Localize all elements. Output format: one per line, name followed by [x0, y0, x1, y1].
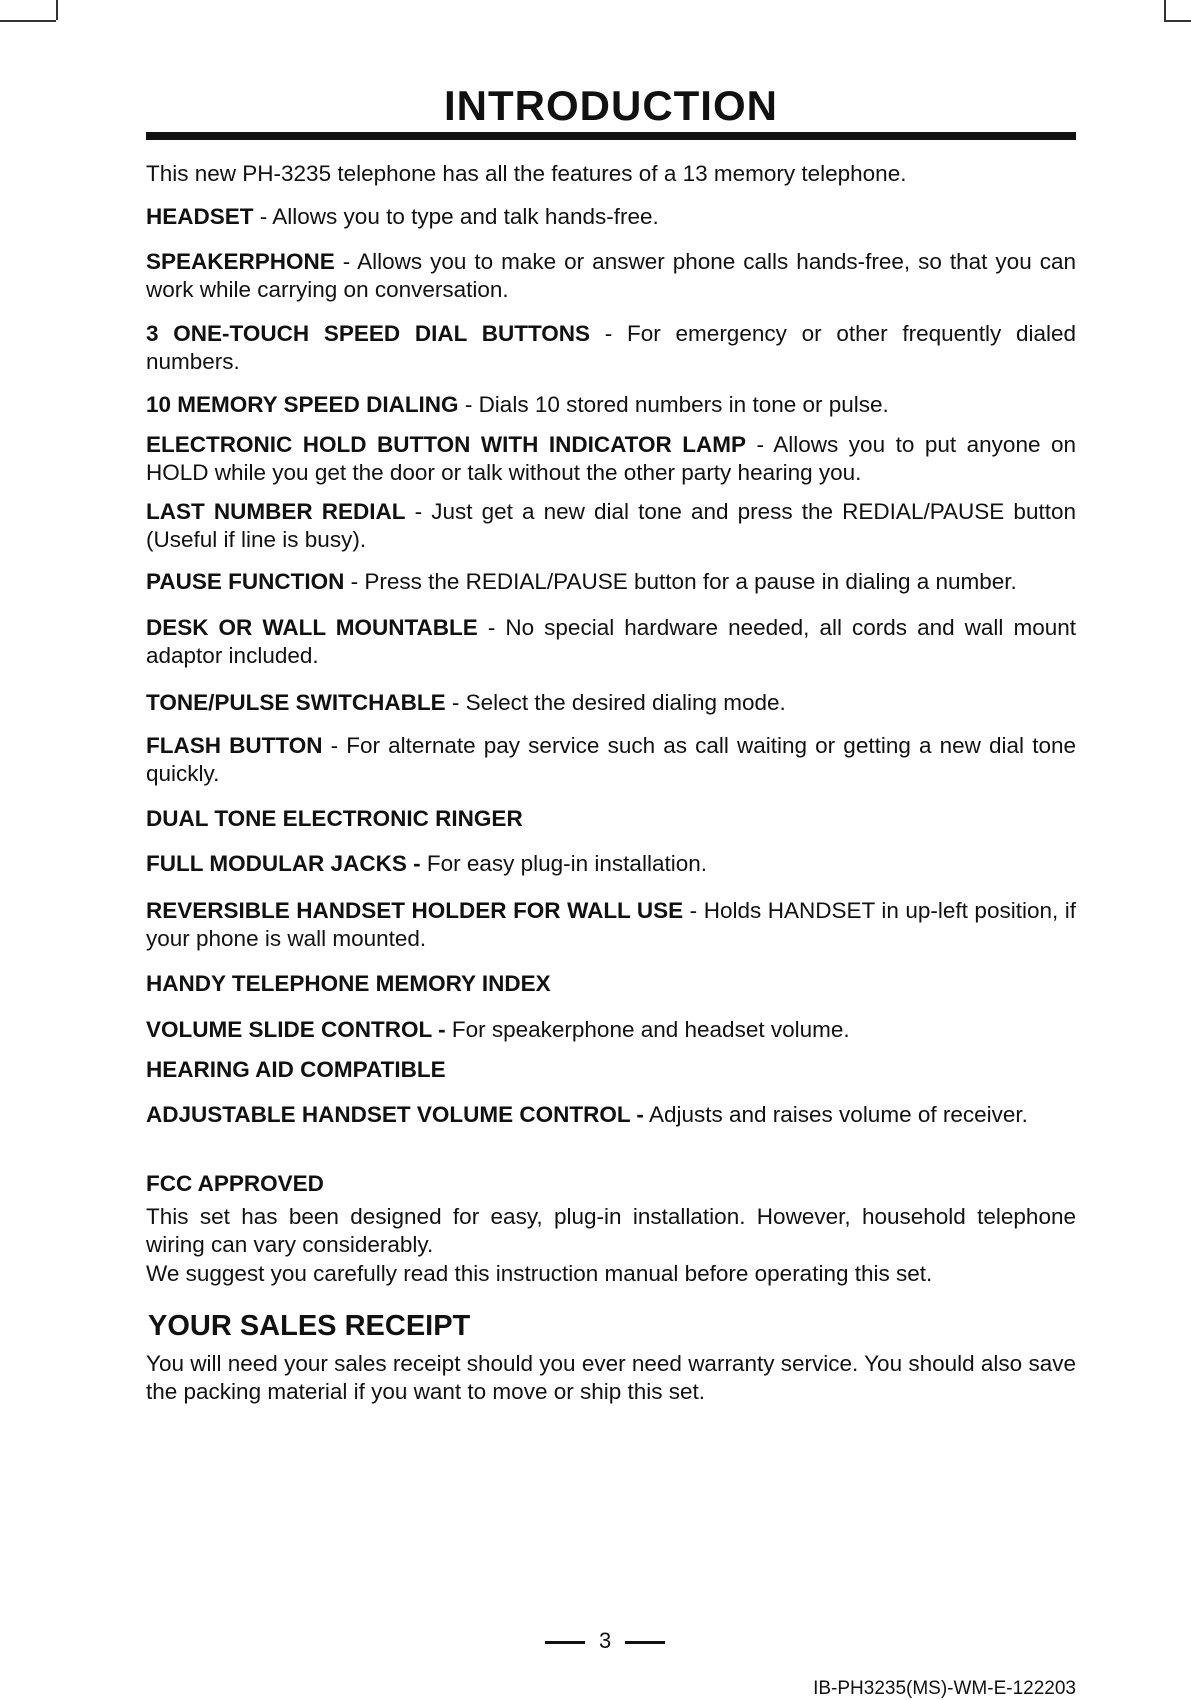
receipt-heading: YOUR SALES RECEIPT: [148, 1310, 471, 1342]
feature-desc: Allows you to make or answer phone calls hands-free, so that you can work while carrying on conversation.: [146, 249, 1076, 302]
feature-item: 10 MEMORY SPEED DIALING - Dials 10 stored numbers in tone or pulse.: [146, 392, 889, 417]
feature-item: PAUSE FUNCTION - Press the REDIAL/PAUSE button for a pause in dialing a number.: [146, 569, 1017, 594]
feature-item: REVERSIBLE HANDSET HOLDER FOR WALL USE - Holds HANDSET in up-left position, if your phone is wall mounted.: [146, 898, 1076, 951]
feature-name: SPEAKERPHONE: [146, 249, 335, 274]
receipt-text: You will need your sales receipt should you ever need warranty service. You should also save the packing material if you want to move or ship this set.: [146, 1351, 1076, 1404]
feature-name: HEADSET: [146, 204, 254, 229]
closing-paragraph: This set has been designed for easy, plug-in installation. However, household telephone wiring can vary considerably.: [146, 1204, 1076, 1257]
feature-name: ELECTRONIC HOLD BUTTON WITH INDICATOR LAMP: [146, 432, 746, 457]
feature-item: [146, 1016, 1076, 1044]
feature-desc: Dials 10 stored numbers in tone or pulse.: [478, 392, 889, 417]
crop-mark-top-right-v: [1164, 0, 1166, 20]
feature-name: TONE/PULSE SWITCHABLE: [146, 690, 446, 715]
feature-name: FLASH BUTTON: [146, 733, 323, 758]
feature-name: HANDY TELEPHONE MEMORY INDEX: [146, 971, 551, 996]
feature-name: DESK OR WALL MOUNTABLE: [146, 615, 478, 640]
feature-item: [146, 970, 1076, 998]
feature-name: HEARING AID COMPATIBLE: [146, 1057, 446, 1082]
crop-mark-top-left-v: [56, 0, 58, 20]
feature-item: SPEAKERPHONE - Allows you to make or answer phone calls hands-free, so that you can work while carrying on conversation.: [146, 249, 1076, 302]
feature-item: DESK OR WALL MOUNTABLE - No special hardware needed, all cords and wall mount adaptor included.: [146, 615, 1076, 668]
feature-item: [146, 850, 1076, 878]
page-number: 3: [599, 1628, 612, 1653]
feature-name: 3 ONE-TOUCH SPEED DIAL BUTTONS: [146, 321, 591, 346]
feature-name: VOLUME SLIDE CONTROL -: [146, 1017, 446, 1042]
footer-dash-left: [545, 1641, 585, 1644]
feature-item: TONE/PULSE SWITCHABLE - Select the desired dialing mode.: [146, 690, 786, 715]
feature-name: REVERSIBLE HANDSET HOLDER FOR WALL USE: [146, 898, 684, 923]
feature-item: [146, 1056, 1076, 1084]
feature-desc: For alternate pay service such as call waiting or getting a new dial tone quickly.: [146, 733, 1076, 786]
feature-name: DUAL TONE ELECTRONIC RINGER: [146, 806, 523, 831]
feature-desc: Press the REDIAL/PAUSE button for a pause in dialing a number.: [364, 569, 1017, 594]
feature-desc: For speakerphone and headset volume.: [451, 1017, 850, 1042]
feature-name: PAUSE FUNCTION: [146, 569, 345, 594]
feature-item: [146, 805, 1076, 833]
feature-item: [146, 1170, 1076, 1198]
feature-name: ADJUSTABLE HANDSET VOLUME CONTROL -: [146, 1102, 644, 1127]
feature-desc: Select the desired dialing mode.: [465, 690, 786, 715]
feature-desc: Allows you to put anyone on HOLD while you get the door or talk without the other party hearing you.: [146, 432, 1077, 485]
feature-item: ELECTRONIC HOLD BUTTON WITH INDICATOR LAMP - Allows you to put anyone on HOLD while you get the door or talk without the other party hearing you.: [146, 432, 1077, 485]
feature-desc: Holds HANDSET in up-left position, if your phone is wall mounted.: [146, 898, 1076, 951]
feature-desc: Allows you to type and talk hands-free.: [272, 204, 659, 229]
feature-desc: Just get a new dial tone and press the REDIAL/PAUSE button (Useful if line is busy).: [146, 499, 1076, 552]
feature-item: HEADSET - Allows you to type and talk hands-free.: [146, 204, 659, 229]
closing-note: We suggest you carefully read this instruction manual before operating this set.: [146, 1261, 933, 1286]
document-id: IB-PH3235(MS)-WM-E-122203: [813, 1678, 1076, 1699]
feature-desc: No special hardware needed, all cords and wall mount adaptor included.: [146, 615, 1076, 668]
feature-name: LAST NUMBER REDIAL: [146, 499, 406, 524]
page-title: INTRODUCTION: [444, 82, 778, 129]
crop-mark-top-left-h: [0, 20, 56, 22]
footer-dash-right: [625, 1641, 665, 1644]
crop-mark-top-right-h: [1164, 20, 1191, 22]
feature-item: FLASH BUTTON - For alternate pay service such as call waiting or getting a new dial tone quickly.: [146, 733, 1076, 786]
feature-name: 10 MEMORY SPEED DIALING: [146, 392, 459, 417]
feature-desc: For emergency or other frequently dialed numbers.: [146, 321, 1076, 374]
intro-text: This new PH-3235 telephone has all the features of a 13 memory telephone.: [146, 161, 907, 186]
title-rule: [146, 132, 1076, 140]
feature-item: 3 ONE-TOUCH SPEED DIAL BUTTONS - For emergency or other frequently dialed numbers.: [146, 321, 1076, 374]
feature-item: [146, 1101, 1076, 1129]
page-number-footer: [545, 1628, 665, 1654]
feature-name: FULL MODULAR JACKS -: [146, 851, 421, 876]
feature-item: LAST NUMBER REDIAL - Just get a new dial tone and press the REDIAL/PAUSE button (Useful if line is busy).: [146, 499, 1076, 552]
feature-desc: For easy plug-in installation.: [426, 851, 707, 876]
feature-name: FCC APPROVED: [146, 1171, 324, 1196]
feature-desc: Adjusts and raises volume of receiver.: [648, 1102, 1028, 1127]
